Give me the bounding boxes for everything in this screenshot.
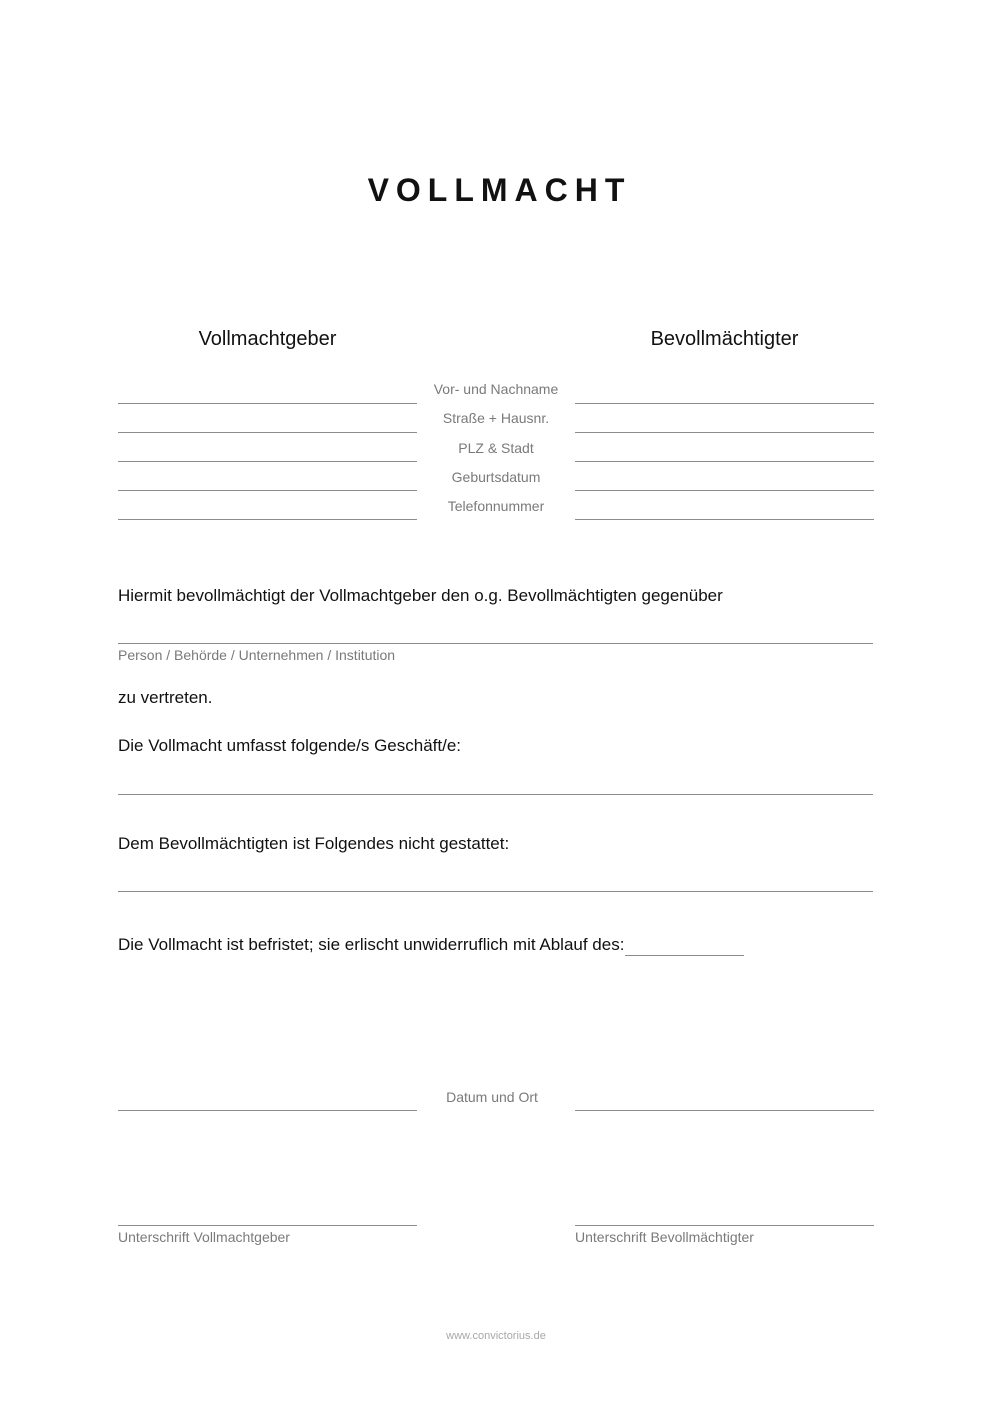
field-label-city: PLZ & Stadt: [458, 440, 534, 456]
field-label-name: Vor- und Nachname: [433, 381, 559, 397]
grantor-birthdate-line[interactable]: [118, 490, 417, 491]
term-date-line[interactable]: [625, 955, 744, 956]
scope-text: Die Vollmacht umfasst folgende/s Geschäft/e:: [118, 736, 462, 755]
attorney-signature-label: Unterschrift Bevollmächtigter: [575, 1229, 754, 1245]
attorney-name-line[interactable]: [575, 403, 874, 404]
term-text: Die Vollmacht ist befristet; sie erlischt unwiderruflich mit Ablauf des:: [118, 935, 625, 954]
footer-website: www.convictorius.de: [446, 1330, 546, 1342]
restriction-text: Dem Bevollmächtigten ist Folgendes nicht gestattet:: [118, 834, 510, 853]
counterparty-line[interactable]: [118, 643, 873, 644]
attorney-date-place-line[interactable]: [575, 1110, 874, 1111]
field-label-street: Straße + Hausnr.: [442, 410, 550, 426]
restriction-line[interactable]: [118, 891, 873, 892]
grantor-signature-line[interactable]: [118, 1225, 417, 1226]
grantor-phone-line[interactable]: [118, 519, 417, 520]
attorney-street-line[interactable]: [575, 432, 874, 433]
authorization-text: Hiermit bevollmächtigt der Vollmachtgeber den o.g. Bevollmächtigten gegenüber: [118, 586, 723, 605]
counterparty-label: Person / Behörde / Unternehmen / Institution: [118, 647, 396, 663]
attorney-city-line[interactable]: [575, 461, 874, 462]
grantor-heading: Vollmachtgeber: [198, 328, 337, 350]
field-label-birthdate: Geburtsdatum: [451, 469, 541, 485]
scope-line[interactable]: [118, 794, 873, 795]
field-label-phone: Telefonnummer: [447, 498, 545, 514]
attorney-phone-line[interactable]: [575, 519, 874, 520]
document-title: VOLLMACHT: [367, 172, 632, 208]
represent-text: zu vertreten.: [118, 688, 213, 707]
grantor-name-line[interactable]: [118, 403, 417, 404]
grantor-date-place-line[interactable]: [118, 1110, 417, 1111]
grantor-city-line[interactable]: [118, 461, 417, 462]
attorney-birthdate-line[interactable]: [575, 490, 874, 491]
attorney-signature-line[interactable]: [575, 1225, 874, 1226]
attorney-heading: Bevollmächtigter: [650, 328, 799, 350]
grantor-signature-label: Unterschrift Vollmachtgeber: [118, 1229, 290, 1245]
grantor-street-line[interactable]: [118, 432, 417, 433]
date-place-label: Datum und Ort: [446, 1089, 538, 1105]
